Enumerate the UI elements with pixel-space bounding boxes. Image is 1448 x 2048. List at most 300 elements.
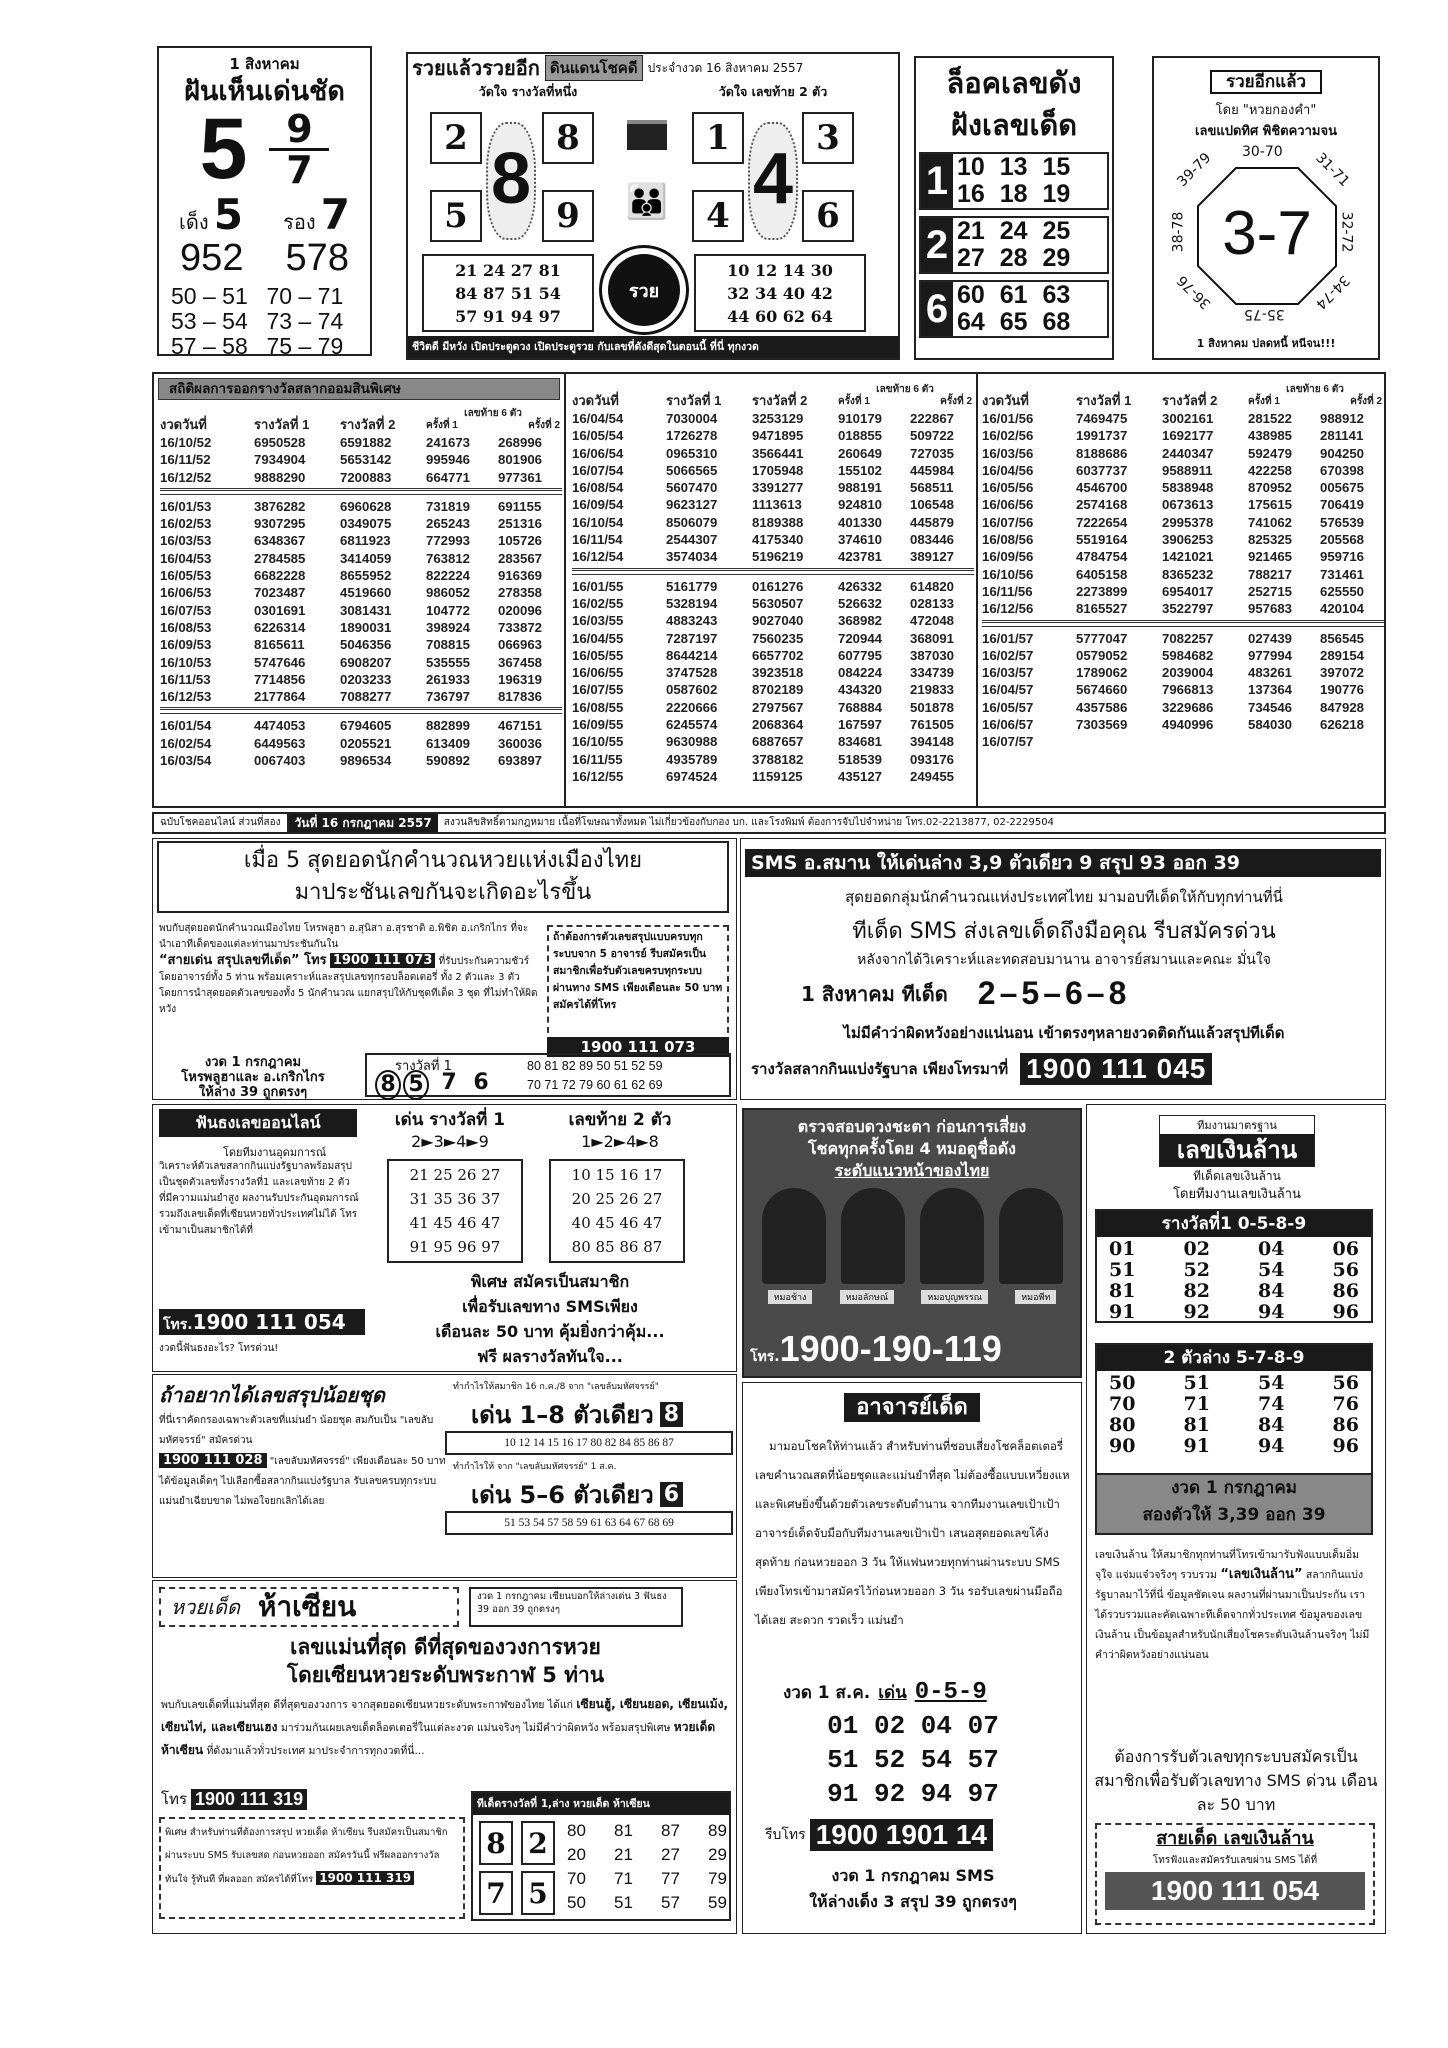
fan-col1-digits: 2►3►4►9 bbox=[411, 1132, 489, 1151]
stats-cell: 401330 bbox=[838, 514, 883, 530]
sms-phone[interactable]: 1900 111 045 bbox=[1020, 1053, 1212, 1085]
sms-digits: 2–5–6–8 bbox=[977, 975, 1131, 1011]
stats-cell: 509722 bbox=[910, 428, 955, 444]
stats-cell: 2995378 bbox=[1162, 514, 1214, 530]
fan-row: 21 25 26 27 bbox=[409, 1166, 501, 1184]
stats-cell: 5630507 bbox=[752, 595, 804, 611]
stats-cell: 066963 bbox=[498, 637, 543, 653]
stats-cell: 3923518 bbox=[752, 665, 804, 681]
achan-phone[interactable]: 1900 1901 14 bbox=[810, 1819, 993, 1851]
pair-range: 75 – 79 bbox=[266, 333, 344, 359]
sian-number: 59 bbox=[708, 1893, 727, 1912]
stats-cell: 16/10/53 bbox=[160, 654, 212, 670]
stats-cell: 084224 bbox=[838, 665, 883, 681]
lock-group-key: 6 bbox=[921, 282, 953, 336]
stats-cell: 7303569 bbox=[1076, 717, 1128, 733]
fortune-headline-1: ตรวจสอบดวงชะตา ก่อนการเสี่ยง bbox=[797, 1117, 1027, 1136]
digit-box: 3 bbox=[802, 112, 854, 164]
banner-left: ฉบับโชคออนไลน์ ส่วนที่สอง bbox=[154, 814, 289, 832]
stats-cell: 281141 bbox=[1320, 428, 1364, 444]
stats-row bbox=[982, 681, 1384, 698]
stats-cell: 568511 bbox=[910, 480, 954, 496]
stats-cell: 822224 bbox=[426, 568, 471, 584]
summary-headline: ถ้าอยากได้เลขสรุปน้อยชุด bbox=[159, 1383, 385, 1407]
stats-cell: 664771 bbox=[426, 469, 471, 485]
stats-cell: 7200883 bbox=[340, 469, 392, 485]
stats-cell: 16/02/53 bbox=[160, 516, 212, 532]
stats-cell: 420104 bbox=[1320, 601, 1365, 617]
sms-line-4: 1 สิงหาคม ทีเด็ด bbox=[801, 981, 948, 1006]
stats-cell: 16/07/53 bbox=[160, 602, 212, 618]
fan-row: 91 95 96 97 bbox=[409, 1238, 501, 1256]
stats-cell: 435127 bbox=[838, 768, 883, 784]
summary-row-2: 51 53 54 57 58 59 61 63 64 67 68 69 bbox=[445, 1511, 733, 1535]
stats-cell: 1159125 bbox=[752, 768, 803, 784]
stats-cell: 16/09/53 bbox=[160, 637, 212, 653]
stats-cell: 3002161 bbox=[1162, 411, 1214, 426]
stats-cell: 16/10/56 bbox=[982, 566, 1034, 582]
banner-right: สงวนลิขสิทธิ์ตามกฎหมาย เนื้อที่โฆษณาทั้งหมด ไม่เกี่ยวข้องกับกอง บก. และโรงพิมพ์ ต้องการจับไปจำหน่าย โทร.02-2213877, 02-2229504 bbox=[443, 817, 1054, 828]
million-number: 81 bbox=[1183, 1414, 1210, 1436]
million-number: 86 bbox=[1332, 1280, 1359, 1302]
stats-header-last6: เลขท้าย 6 ตัว bbox=[876, 384, 934, 395]
stats-cell: 16/04/55 bbox=[572, 630, 624, 646]
million-number: 70 bbox=[1109, 1393, 1136, 1415]
stats-cell: 249455 bbox=[910, 768, 955, 784]
number-row: 21 24 27 81 bbox=[455, 261, 561, 280]
million-number: 84 bbox=[1258, 1414, 1285, 1436]
stats-cell: 16/01/57 bbox=[982, 630, 1034, 646]
stats-cell: 3253129 bbox=[752, 411, 804, 426]
stats-row bbox=[982, 600, 1384, 617]
stats-cell: 434320 bbox=[838, 682, 883, 698]
stats-cell: 16/11/52 bbox=[160, 452, 211, 468]
eight-dir-by: โดย "หวยกองคำ" bbox=[1215, 103, 1317, 118]
million-body-bold: “เลขเงินล้าน” bbox=[1220, 1567, 1303, 1582]
fan-body: วิเคราะห์ตัวเลขสลากกินแบ่งรัฐบาลพร้อมสรุปเป็นชุดตัวเลขทั้งรางวัลที่1 และเลขท้าย 2 ตัว ที่มีความแม่นยำสูง ผลงานรับประกันอุดมการณ์ รวมถึงเลขเด็ดที่เซียนหวยทั่วประเทศไม่ได้ โทรเข้ามาเป็นสมาชิกได้ที่ bbox=[159, 1161, 359, 1236]
achan-pick-label: งวด 1 ส.ค. bbox=[783, 1683, 871, 1703]
rong-number: 7 bbox=[320, 190, 350, 239]
fan-row: 31 35 36 37 bbox=[409, 1190, 501, 1208]
number-row: 84 87 51 54 bbox=[455, 284, 561, 303]
stats-cell: 16/06/54 bbox=[572, 445, 624, 461]
number-row: 44 60 62 64 bbox=[727, 307, 833, 326]
rich-period: ประจำงวด 16 สิงหาคม 2557 bbox=[647, 60, 804, 75]
stats-cell: 607795 bbox=[838, 647, 883, 663]
stats-cell: 8189388 bbox=[752, 514, 804, 530]
sian-body-1: พบกับเลขเด็ดที่แม่นที่สุด ดีที่สุดของวงการ จากสุดยอดเซียนหวยระดับพระกาฬของไทย ได้แก่ bbox=[161, 1699, 573, 1711]
stats-cell: 9630988 bbox=[666, 734, 718, 750]
lock-row: 21 24 25 bbox=[957, 217, 1071, 245]
million-number: 84 bbox=[1258, 1280, 1285, 1302]
stats-cell: 16/12/52 bbox=[160, 469, 212, 485]
stats-cell: 847928 bbox=[1320, 699, 1365, 715]
sian-number: 20 bbox=[567, 1845, 586, 1864]
stats-cell: 16/05/55 bbox=[572, 647, 624, 663]
stats-cell: 083446 bbox=[910, 532, 955, 548]
sian-number: 21 bbox=[614, 1845, 633, 1864]
stats-cell: 693897 bbox=[498, 753, 543, 769]
sian-logo-big: ห้าเซียน bbox=[257, 1590, 357, 1623]
sian-body-3: ที่ดังมาแล้วทั่วประเทศ มาประจำการทุกงวดที่นี่... bbox=[206, 1745, 425, 1757]
million-row bbox=[1109, 1415, 1359, 1436]
fan-col2-title: เลขท้าย 2 ตัว bbox=[568, 1110, 672, 1130]
stats-cell: 5777047 bbox=[1076, 630, 1128, 646]
year-divider bbox=[572, 568, 974, 575]
stats-cell: 16/04/56 bbox=[982, 462, 1034, 478]
fan-phone[interactable]: 1900 111 054 bbox=[192, 1310, 346, 1334]
stats-cell: 720944 bbox=[838, 630, 883, 646]
sms-line-5: ไม่มีคำว่าผิดหวังอย่างแน่นอน เข้าตรงๆหลายงวดติดกันแล้วสรุปทีเด็ด bbox=[843, 1024, 1285, 1042]
sms-line-6: รางวัลสลากกินแบ่งรัฐบาล เพียงโทรมาที่ bbox=[751, 1060, 1009, 1078]
stats-cell: 16/07/55 bbox=[572, 682, 624, 698]
sian-number: 51 bbox=[614, 1893, 633, 1912]
million-row bbox=[1109, 1260, 1359, 1281]
stats-header-time1: ครั้งที่ 1 bbox=[838, 396, 870, 407]
stats-cell: 921465 bbox=[1248, 549, 1293, 565]
summary-body-1: ที่นี่เราคัดกรองเฉพาะตัวเลขที่แม่นยำ น้อยชุด สมกับเป็น "เลขลับมหัศจรรย์" สมัครด่วน bbox=[159, 1415, 434, 1446]
stats-row bbox=[572, 733, 974, 750]
stats-row bbox=[572, 681, 974, 698]
stats-cell: 106548 bbox=[910, 497, 955, 513]
stats-cell: 7934904 bbox=[254, 452, 306, 468]
sms-headline: SMS อ.สมาน ให้เด่นล่าง 3,9 ตัวเดียว 9 สรุป 93 ออก 39 bbox=[745, 849, 1381, 877]
stats-cell: 924810 bbox=[838, 497, 883, 513]
stats-row bbox=[160, 515, 562, 532]
million-row bbox=[1109, 1394, 1359, 1415]
stats-cell: 16/02/55 bbox=[572, 595, 624, 611]
stats-cell: 374610 bbox=[838, 532, 883, 548]
achan-row: 91 92 94 97 bbox=[827, 1779, 999, 1809]
stats-cell: 16/05/56 bbox=[982, 480, 1034, 496]
stats-row bbox=[572, 548, 974, 565]
million-row bbox=[1109, 1239, 1359, 1260]
stats-cell: 1421021 bbox=[1162, 549, 1214, 565]
stats-cell: 3876282 bbox=[254, 498, 306, 514]
stats-cell: 438985 bbox=[1248, 428, 1293, 444]
stats-cell: 394148 bbox=[910, 734, 955, 750]
lock-row: 10 13 15 bbox=[957, 153, 1071, 181]
million-phone[interactable]: 1900 111 054 bbox=[1105, 1872, 1365, 1910]
number-row: 32 34 40 42 bbox=[727, 284, 833, 303]
stats-cell: 105726 bbox=[498, 533, 543, 549]
stats-cell: 731819 bbox=[426, 498, 471, 514]
stats-cell: 16/05/54 bbox=[572, 428, 624, 444]
stats-cell: 16/02/57 bbox=[982, 647, 1034, 663]
dream-title: ฝันเห็นเด่นชัด bbox=[184, 76, 345, 107]
eight-dir-center: 3-7 bbox=[1222, 199, 1312, 268]
stats-cell: 16/01/56 bbox=[982, 411, 1034, 426]
stats-cell: 3391277 bbox=[752, 480, 804, 496]
stats-cell: 16/12/55 bbox=[572, 768, 624, 784]
stats-cell: 9307295 bbox=[254, 516, 306, 532]
lock-row: 16 18 19 bbox=[957, 180, 1071, 208]
million-body: เลขเงินล้าน ให้สมาชิกทุกท่านที่โทรเข้ามารับฟังแบบเต็มอิ่ม จุใจ แจ่มแจ๋วจริงๆ รวบรวม bbox=[1095, 1549, 1360, 1581]
five-result-1: งวด 1 กรกฎาคม bbox=[204, 1055, 302, 1070]
stats-cell: 1789062 bbox=[1076, 665, 1128, 681]
stats-cell: 16/03/54 bbox=[160, 753, 212, 769]
ring-pair: 31-71 bbox=[1312, 149, 1353, 191]
family-icon: 👪 bbox=[625, 182, 669, 222]
lock-row: 64 65 68 bbox=[957, 308, 1071, 336]
stats-header-date: งวดวันที่ bbox=[982, 393, 1029, 408]
dung-number: 5 bbox=[213, 190, 243, 239]
stats-cell bbox=[1320, 733, 1382, 750]
stats-row bbox=[572, 578, 974, 595]
prize-digit-circled: 5 bbox=[403, 1070, 429, 1100]
year-divider bbox=[982, 620, 1384, 627]
stats-cell: 16/01/55 bbox=[572, 578, 624, 594]
ad-fortune bbox=[742, 1108, 1082, 1378]
stats-cell: 467151 bbox=[498, 718, 543, 734]
summary-note-1: ทำกำไรให้สมาชิก 16 ก.ค./8 จาก "เลขลับมหัศจรรย์" bbox=[453, 1382, 659, 1392]
stats-header-date: งวดวันที่ bbox=[572, 393, 619, 408]
stats-cell: 16/07/54 bbox=[572, 462, 624, 478]
stats-row bbox=[982, 531, 1384, 548]
fortune-headline-3: ระดับแนวหน้าของไทย bbox=[834, 1161, 990, 1180]
million-line-title: สายเด็ด เลขเงินล้าน bbox=[1156, 1828, 1314, 1849]
stats-cell: 483261 bbox=[1248, 665, 1293, 681]
stats-cell: 6950528 bbox=[254, 435, 306, 450]
stats-row bbox=[982, 514, 1384, 531]
stats-row bbox=[160, 550, 562, 567]
stats-cell: 16/06/55 bbox=[572, 665, 624, 681]
digit-box: 5 bbox=[430, 190, 482, 242]
stats-cell: 625550 bbox=[1320, 583, 1365, 599]
stats-row bbox=[982, 462, 1384, 479]
fortune-phone[interactable]: 1900-190-119 bbox=[779, 1328, 1002, 1369]
stats-row bbox=[160, 434, 562, 451]
digit-box: 6 bbox=[802, 190, 854, 242]
sian-table bbox=[471, 1791, 731, 1921]
right-number-box bbox=[694, 254, 866, 332]
stats-cell: 137364 bbox=[1248, 682, 1293, 698]
million-number: 54 bbox=[1258, 1259, 1285, 1281]
stats-row bbox=[982, 733, 1384, 750]
million-small: ทีมงานมาตรฐาน bbox=[1197, 1119, 1277, 1132]
ring-pair: 35-75 bbox=[1244, 306, 1285, 322]
stats-cell: 7023487 bbox=[254, 585, 306, 601]
stats-cell: 16/11/56 bbox=[982, 583, 1033, 599]
stats-cell: 16/03/55 bbox=[572, 613, 624, 629]
million-number: 81 bbox=[1109, 1280, 1136, 1302]
sian-number: 57 bbox=[661, 1893, 680, 1912]
stats-cell: 7082257 bbox=[1162, 630, 1214, 646]
stats-cell: 16/12/54 bbox=[572, 549, 624, 565]
stats-cell: 7088277 bbox=[340, 689, 392, 705]
summary-pick-2-box: 6 bbox=[660, 1482, 683, 1507]
ring-pair: 30-70 bbox=[1242, 144, 1283, 160]
stats-header-prize2: รางวัลที่ 2 bbox=[752, 393, 808, 408]
fan-col1-title: เด่น รางวัลที่ 1 bbox=[394, 1110, 506, 1130]
stats-cell: 761505 bbox=[910, 717, 955, 733]
stats-row bbox=[982, 496, 1384, 513]
stats-cell: 283567 bbox=[498, 550, 543, 566]
stats-cell: 6974524 bbox=[666, 768, 718, 784]
stats-cell: 801906 bbox=[498, 452, 543, 468]
stats-cell: 584030 bbox=[1248, 717, 1293, 733]
fan-col2-box bbox=[549, 1159, 685, 1263]
stats-cell: 426332 bbox=[838, 578, 883, 594]
five-phone[interactable]: 1900 111 073 bbox=[330, 953, 436, 968]
stats-cell: 727035 bbox=[910, 445, 955, 461]
stats-row bbox=[160, 567, 562, 584]
ad-fan-thong bbox=[152, 1104, 737, 1372]
left-number-box bbox=[422, 254, 594, 332]
sian-number: 81 bbox=[614, 1821, 633, 1840]
ring-pair: 32-72 bbox=[1338, 211, 1355, 253]
stats-row bbox=[160, 636, 562, 653]
stats-cell: 0965310 bbox=[666, 445, 718, 461]
stats-header-time2: ครั้งที่ 2 bbox=[1350, 396, 1382, 407]
sian-phone-prefix: โทร bbox=[161, 1790, 188, 1808]
stats-cell: 1113613 bbox=[752, 497, 802, 513]
stats-cell: 501878 bbox=[910, 699, 955, 715]
stats-cell: 7966813 bbox=[1162, 682, 1214, 698]
stats-cell: 387030 bbox=[910, 647, 955, 663]
stats-cell: 261933 bbox=[426, 671, 471, 687]
stats-cell: 957683 bbox=[1248, 601, 1293, 617]
stats-cell: 768884 bbox=[838, 699, 883, 715]
stats-header-last6: เลขท้าย 6 ตัว bbox=[1286, 384, 1344, 395]
lock-title-1: ล็อคเลขดัง bbox=[946, 66, 1082, 100]
stats-cell: 6887657 bbox=[752, 734, 804, 750]
million-number: 71 bbox=[1183, 1393, 1210, 1415]
stats-cell: 445984 bbox=[910, 462, 955, 478]
million-line-sub: โทรฟังและสมัครรับเลขผ่าน SMS ได้ที่ bbox=[1152, 1855, 1318, 1866]
stats-cell: 5984682 bbox=[1162, 647, 1214, 663]
stats-cell: 241673 bbox=[426, 435, 471, 450]
stats-row bbox=[572, 647, 974, 664]
stats-cell: 3788182 bbox=[752, 751, 804, 767]
sian-number: 29 bbox=[708, 1845, 727, 1864]
achan-body: มามอบโชคให้ท่านแล้ว สำหรับท่านที่ชอบเสี่ยงโชคล็อตเตอรี่ เลขคำนวณสดที่น้อยชุดและแม่นยำที่สุด ไม่ต้องซื้อแบบเหวี่ยงแห และพิเศษยิ่งขึ้นด้วยตัวเลขระดับตำนาน จากทีมงานเลขเป้าเป้า อาจารย์เด็ดจับมือกับทีมงานเลขเป้าเป้า เสนอสุดยอดเลขโค้งสุดท้าย ก่อนหวยออก 3 วัน ให้แฟนหวยทุกท่านผ่านระบบ SMS เพียงโทรเข้ามาสมัครไว้ก่อนหวยออก 3 วัน รอรับเลขผ่านมือถือได้เลย สะดวก รวดเร็ว แม่นยำ bbox=[755, 1439, 1070, 1627]
stats-cell: 2797567 bbox=[752, 699, 804, 715]
stats-cell: 5328194 bbox=[666, 595, 718, 611]
stats-cell: 3081431 bbox=[340, 602, 392, 618]
five-side-text: ถ้าต้องการตัวเลขสรุปแบบครบทุกระบบจาก 5 อาจารย์ รีบสมัครเป็นสมาชิกเพื่อรับตัวเลขครบทุกระบบ ผ่านทาง SMS เพียงเดือนละ 50 บาท สมัครได้ที่โทร bbox=[553, 931, 723, 1011]
pair-range: 50 – 51 bbox=[171, 283, 248, 309]
stats-row bbox=[982, 716, 1384, 733]
stats-cell: 190776 bbox=[1320, 682, 1365, 698]
summary-phone[interactable]: 1900 111 028 bbox=[159, 1453, 267, 1468]
stats-row bbox=[572, 462, 974, 479]
stats-cell: 16/08/53 bbox=[160, 619, 212, 635]
fan-promo-3: เดือนละ 50 บาท คุ้มยิ่งกว่าคุ้ม... bbox=[435, 1322, 665, 1341]
stats-cell: 2068364 bbox=[752, 717, 804, 733]
stats-cell: 6794605 bbox=[340, 718, 392, 734]
stats-cell: 16/04/54 bbox=[572, 411, 624, 426]
stats-cell: 592479 bbox=[1248, 445, 1293, 461]
stats-cell: 4883243 bbox=[666, 613, 718, 629]
stats-cell: 6037737 bbox=[1076, 462, 1128, 478]
million-group-2-title: 2 ตัวล่าง 5-7-8-9 bbox=[1097, 1345, 1371, 1371]
stats-cell: 16/04/53 bbox=[160, 550, 212, 566]
stats-cell: 916369 bbox=[498, 568, 543, 584]
stats-cell: 16/09/55 bbox=[572, 717, 624, 733]
million-row bbox=[1109, 1436, 1359, 1457]
stats-cell: 260649 bbox=[838, 445, 883, 461]
stats-cell: 6657702 bbox=[752, 647, 804, 663]
stats-cell: 772993 bbox=[426, 533, 471, 549]
ad-sms-saman bbox=[740, 838, 1386, 1100]
sms-line-2: ทีเด็ด SMS ส่งเลขเด็ดถึงมือคุณ รีบสมัครด่วน bbox=[852, 919, 1276, 944]
stats-cell: 445879 bbox=[910, 514, 955, 530]
stats-cell: 733872 bbox=[498, 619, 543, 635]
stats-cell: 6960628 bbox=[340, 498, 392, 514]
info-banner bbox=[152, 812, 1386, 834]
stats-cell: 16/05/57 bbox=[982, 699, 1034, 715]
stats-header-prize1: รางวัลที่ 1 bbox=[254, 417, 310, 432]
million-badge: เลขเงินล้าน bbox=[1160, 1134, 1314, 1166]
summary-row-1: 10 12 14 15 16 17 80 82 84 85 86 87 bbox=[445, 1431, 733, 1455]
stats-cell: 0067403 bbox=[254, 753, 306, 769]
stats-cell: 5607470 bbox=[666, 480, 718, 496]
stats-row bbox=[572, 514, 974, 531]
stats-row bbox=[572, 630, 974, 647]
stats-cell: 910179 bbox=[838, 411, 883, 426]
sian-body-2: มาร่วมกันเผยเลขเด็ดล็อตเตอรี่ในแต่ละงวด แม่นจริงๆ ไม่มีคำว่าผิดหวัง พร้อมสรุปพิเศษ bbox=[280, 1722, 671, 1734]
sian-special-phone[interactable]: 1900 111 319 bbox=[316, 1871, 414, 1885]
sian-row bbox=[567, 1867, 727, 1891]
stats-cell: 708815 bbox=[426, 637, 471, 653]
stats-row bbox=[160, 752, 562, 769]
five-side-phone[interactable]: 1900 111 073 bbox=[547, 1037, 729, 1057]
stats-cell: 2273899 bbox=[1076, 583, 1128, 599]
sian-phone[interactable]: 1900 111 319 bbox=[191, 1789, 307, 1810]
sian-box: 7 bbox=[479, 1871, 513, 1915]
lock-row: 60 61 63 bbox=[957, 281, 1071, 309]
stats-row bbox=[160, 532, 562, 549]
stats-cell: 9588911 bbox=[1162, 462, 1213, 478]
stats-cell: 5066565 bbox=[666, 462, 718, 478]
stats-cell: 16/10/54 bbox=[572, 514, 624, 530]
stats-cell: 005675 bbox=[1320, 480, 1365, 496]
stats-header-prize2: รางวัลที่ 2 bbox=[1162, 393, 1218, 408]
stats-cell: 834681 bbox=[838, 734, 883, 750]
sian-number: 71 bbox=[614, 1869, 633, 1888]
left-star-number: 8 bbox=[490, 139, 532, 219]
stats-row bbox=[160, 717, 562, 734]
stats-cell: 175615 bbox=[1248, 497, 1293, 513]
stats-cell: 268996 bbox=[498, 435, 543, 450]
lock-row: 27 28 29 bbox=[957, 244, 1071, 272]
stats-cell: 265243 bbox=[426, 516, 471, 532]
book-icon bbox=[627, 120, 667, 150]
million-group-1 bbox=[1095, 1209, 1373, 1323]
million-number: 74 bbox=[1258, 1393, 1285, 1415]
number-row: 57 91 94 97 bbox=[455, 307, 561, 326]
prize-row: 80 81 82 89 50 51 52 59 bbox=[527, 1059, 663, 1073]
stats-cell: 5161779 bbox=[666, 578, 718, 594]
prize-row: 70 71 72 79 60 61 62 69 bbox=[527, 1078, 663, 1092]
fan-tagline: งวดนี้ฟันธงอะไร? โทรด่วน! bbox=[159, 1343, 279, 1354]
million-number: 51 bbox=[1183, 1372, 1210, 1394]
fortune-headline-2: โชคทุกครั้งโดย 4 หมอดูชื่อดัง bbox=[808, 1139, 1016, 1158]
rich-title: รวยแล้วรวยอีก bbox=[412, 56, 540, 80]
stats-cell: 1726278 bbox=[666, 428, 718, 444]
fortune-name: หมอลักษณ์ bbox=[840, 1290, 895, 1304]
pair-range: 70 – 71 bbox=[266, 283, 344, 309]
million-number: 80 bbox=[1109, 1414, 1136, 1436]
million-number: 01 bbox=[1109, 1238, 1136, 1260]
stats-cell: 576539 bbox=[1320, 514, 1365, 530]
stats-cell: 3566441 bbox=[752, 445, 804, 461]
sian-number: 77 bbox=[661, 1869, 680, 1888]
sian-box: 8 bbox=[479, 1821, 513, 1865]
stats-cell: 16/01/53 bbox=[160, 498, 212, 514]
stats-cell: 196319 bbox=[498, 671, 543, 687]
